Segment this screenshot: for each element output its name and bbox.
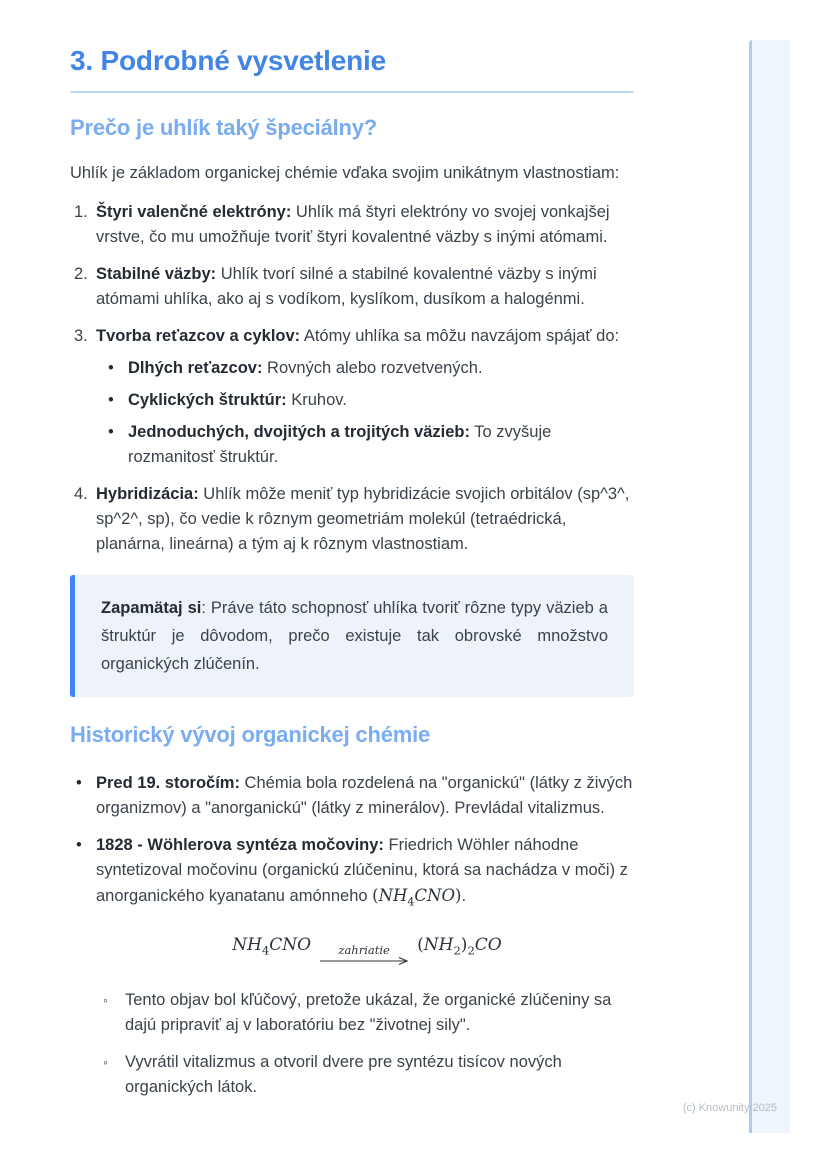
item-bold-label: Pred 19. storočím: bbox=[96, 774, 240, 792]
item-text: . bbox=[461, 887, 467, 905]
item-bold-label: Hybridizácia: bbox=[96, 485, 199, 503]
callout-body-text: : Práve táto schopnosť uhlíka tvoriť rôzne typy väzieb a štruktúr je dôvodom, prečo existuje tak obrovské množstvo organických zlúčenín. bbox=[101, 599, 608, 673]
callout-bold-label: Zapamätaj si bbox=[101, 599, 202, 617]
item-number: 4. bbox=[74, 485, 88, 503]
bullet-list bbox=[70, 771, 634, 914]
list-item bbox=[96, 388, 634, 413]
formula-paren: ) bbox=[460, 935, 468, 956]
formula-element: CNO bbox=[269, 935, 312, 956]
item-text: Uhlík má štyri elektróny vo svojej vonkajšej vrstve, čo mu umožňuje tvoriť štyri kovalentné väzby s inými atómami. bbox=[96, 203, 610, 246]
item-text: Tento objav bol kľúčový, pretože ukázal, že organické zlúčeniny sa dajú pripraviť aj v laboratóriu bez "životnej sily". bbox=[125, 991, 612, 1035]
list-item bbox=[103, 988, 634, 1038]
formula-element: NH bbox=[423, 935, 454, 956]
formula-element: CO bbox=[474, 935, 502, 956]
item-number: 1. bbox=[74, 203, 88, 221]
page-footer: (c) Knowunity 2025 bbox=[682, 1102, 777, 1114]
intro-paragraph: Uhlík je základom organickej chémie vďaka svojim unikátnym vlastnostiam: bbox=[70, 164, 620, 182]
list-item bbox=[70, 262, 634, 312]
circle-marker-icon: ◦ bbox=[103, 992, 108, 1009]
callout-text bbox=[101, 594, 608, 678]
formula-subscript: 4 bbox=[261, 943, 270, 958]
item-number: 3. bbox=[74, 327, 88, 345]
item-text: Uhlík tvorí silné a stabilné kovalentné väzby s inými atómami uhlíka, ako aj s vodíkom, kyslíkom, dusíkom a halogénmi. bbox=[96, 265, 597, 308]
section-heading-history: Historický vývoj organickej chémie bbox=[70, 722, 431, 747]
formula-paren: ( bbox=[417, 935, 424, 956]
title-divider bbox=[70, 91, 634, 93]
inline-formula bbox=[372, 886, 462, 909]
item-bold-label: Cyklických štruktúr: bbox=[128, 391, 287, 409]
list-item bbox=[70, 833, 634, 914]
item-bold-label: Dlhých reťazcov: bbox=[128, 359, 263, 377]
item-text: Uhlík môže meniť typ hybridizácie svojich orbitálov (sp^3^, sp^2^, sp), čo vedie k rôznym geometriám molekúl (tetraédrická, planárna, lineárna) a tým aj k rôznym vlastnostiam. bbox=[96, 485, 630, 553]
formula-element: NH bbox=[378, 886, 408, 905]
item-text: Rovných alebo rozvetvených. bbox=[262, 359, 483, 377]
item-text: To zvyšuje rozmanitosť štruktúr. bbox=[128, 423, 552, 466]
list-item bbox=[96, 356, 634, 381]
reaction-arrow bbox=[318, 944, 410, 966]
bullet-marker-icon: • bbox=[76, 774, 82, 792]
item-text: Friedrich Wöhler náhodne syntetizoval močovinu (organickú zlúčeninu, ktorá sa nachádza v moči) z anorganického kyanatanu amónneho bbox=[96, 836, 628, 905]
formula-subscript: 2 bbox=[453, 943, 461, 958]
document-body bbox=[70, 44, 634, 1112]
formula-paren: ( bbox=[372, 886, 379, 905]
list-item bbox=[70, 324, 634, 470]
bullet-marker-icon: • bbox=[108, 391, 114, 409]
list-item bbox=[70, 482, 634, 557]
item-bold-label: Jednoduchých, dvojitých a trojitých väzieb: bbox=[128, 423, 470, 441]
right-arrow-icon bbox=[318, 956, 410, 966]
item-bold-label: Tvorba reťazcov a cyklov: bbox=[96, 327, 301, 345]
item-bold-label: Štyri valenčné elektróny: bbox=[96, 203, 292, 221]
formula-subscript: 4 bbox=[407, 895, 415, 909]
item-text: Vyvrátil vitalizmus a otvoril dvere pre syntézu tisícov nových organických látok. bbox=[125, 1053, 562, 1097]
chemical-equation bbox=[100, 935, 634, 966]
item-bold-label: Stabilné väzby: bbox=[96, 265, 217, 283]
item-text: Chémia bola rozdelená na "organickú" (látky z živých organizmov) a "anorganickú" (látky z minerálov). Prevládal vitalizmus. bbox=[96, 774, 633, 817]
formula-subscript: 2 bbox=[467, 943, 475, 958]
scrollbar[interactable] bbox=[749, 40, 790, 1133]
bullet-marker-icon: • bbox=[108, 359, 114, 377]
item-text: Kruhov. bbox=[286, 391, 347, 409]
item-bold-label: 1828 - Wöhlerova syntéza močoviny: bbox=[96, 836, 384, 854]
formula-paren: ) bbox=[455, 886, 462, 905]
list-item bbox=[70, 771, 634, 821]
list-item bbox=[96, 420, 634, 470]
sub-bullet-list bbox=[103, 988, 634, 1100]
item-text: Atómy uhlíka sa môžu navzájom spájať do: bbox=[300, 327, 620, 345]
list-item bbox=[70, 200, 634, 250]
formula-element: NH bbox=[232, 935, 262, 956]
bullet-marker-icon: • bbox=[108, 423, 114, 441]
formula-element: CNO bbox=[414, 886, 455, 905]
section-heading-carbon: Prečo je uhlík taký špeciálny? bbox=[70, 115, 378, 140]
item-number: 2. bbox=[74, 265, 88, 283]
equation-lhs bbox=[232, 935, 312, 958]
nested-bullet-list bbox=[96, 356, 634, 470]
page-title: 3. Podrobné vysvetlenie bbox=[70, 45, 386, 76]
equation-rhs bbox=[417, 935, 502, 958]
list-item bbox=[103, 1050, 634, 1100]
callout-box bbox=[70, 575, 634, 697]
bullet-marker-icon: • bbox=[76, 836, 82, 854]
numbered-list bbox=[70, 200, 634, 557]
circle-marker-icon: ◦ bbox=[103, 1054, 108, 1071]
arrow-label: zahriatie bbox=[338, 943, 390, 958]
